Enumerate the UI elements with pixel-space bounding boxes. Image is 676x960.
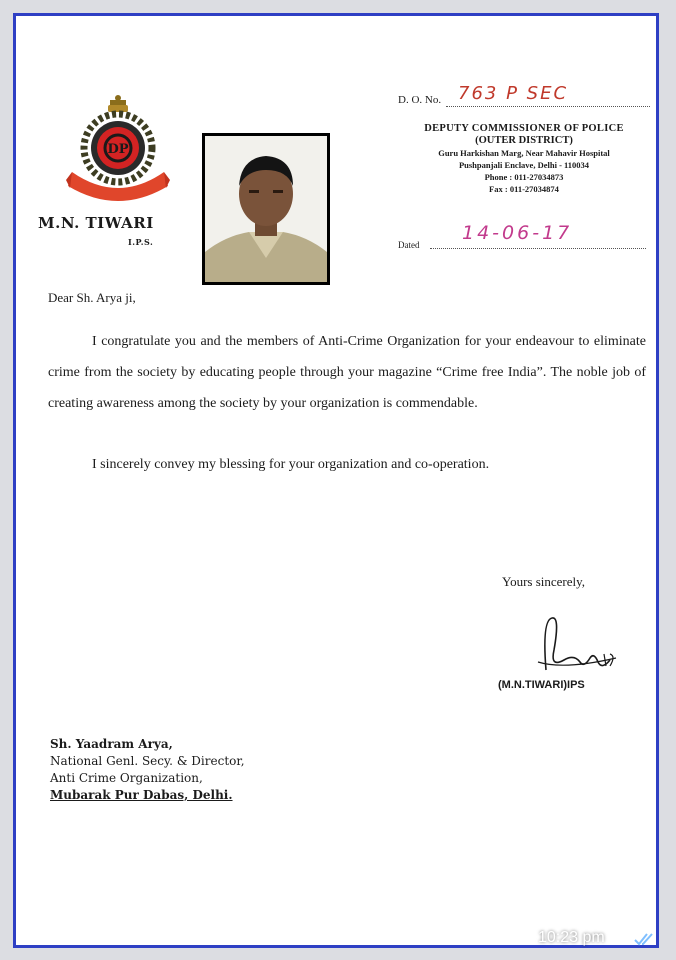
dated-label: Dated: [398, 240, 420, 250]
signatory-name: (M.N.TIWARI)IPS: [498, 679, 585, 691]
dated-value: 14-06-17: [462, 222, 573, 244]
closing: Yours sincerely,: [502, 574, 586, 589]
office-title: DEPUTY COMMISSIONER OF POLICE: [424, 123, 624, 134]
letter-page: [13, 13, 659, 948]
do-number-line: [446, 106, 650, 107]
portrait-image: [205, 136, 327, 282]
officer-name: M.N. TIWARI: [38, 214, 154, 232]
delhi-police-emblem-icon: [66, 94, 170, 212]
signature-image: [524, 610, 624, 682]
do-number-value: 763 P SEC: [458, 83, 569, 104]
recipient-name: Sh. Yaadram Arya,: [50, 737, 173, 751]
recipient-location: Mubarak Pur Dabas, Delhi.: [50, 788, 233, 802]
office-locality: Pushpanjali Enclave, Delhi - 110034: [458, 160, 590, 170]
recipient-address: [50, 736, 245, 804]
paragraph-1-text: I congratulate you and the members of Anti-Crime Organization for your endeavour to eliminate crime from the society by educating people through your magazine “Crime free India”. The noble job of creating awareness among the society by your organization is commendable.: [48, 334, 646, 411]
salutation: Dear Sh. Arya ji,: [48, 290, 136, 305]
office-fax: Fax : 011-27034874: [489, 184, 559, 194]
office-phone: Phone : 011-27034873: [484, 172, 564, 182]
do-number-label: D. O. No.: [398, 94, 442, 106]
office-address-block: [396, 123, 652, 194]
paragraph-2-text: I sincerely convey my blessing for your organization and co-operation.: [92, 457, 490, 472]
message-timestamp: 10:23 pm: [538, 929, 605, 946]
officer-photo: [202, 133, 330, 285]
paragraph-2: [48, 449, 646, 480]
svg-text:DP: DP: [107, 142, 129, 157]
dated-line: [430, 248, 646, 249]
paragraph-1: [48, 326, 646, 419]
officer-credential: I.P.S.: [128, 237, 154, 247]
office-street: Guru Harkishan Marg, Near Mahavir Hospital: [438, 148, 610, 158]
office-district: (OUTER DISTRICT): [475, 135, 573, 146]
double-check-icon: [634, 931, 656, 947]
recipient-organization: Anti Crime Organization,: [50, 771, 203, 785]
recipient-designation: National Genl. Secy. & Director,: [50, 754, 245, 768]
